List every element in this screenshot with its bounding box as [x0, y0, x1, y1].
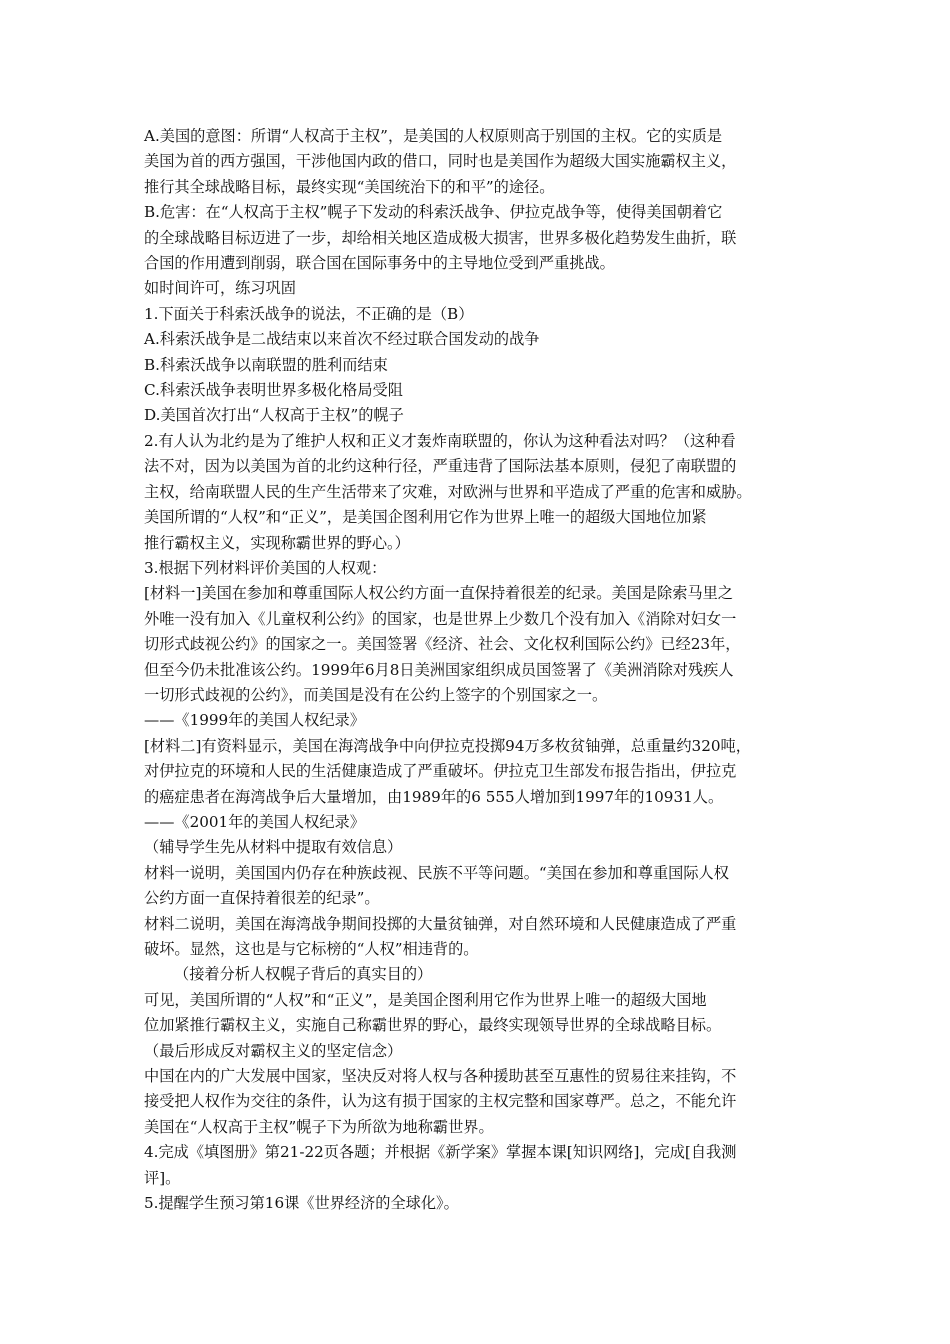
text-line: 一切形式歧视的公约》，而美国是没有在公约上签字的个别国家之一。	[144, 685, 608, 704]
text-line: 评]。	[144, 1168, 181, 1187]
text-line: 切形式歧视公约》的国家之一。美国签署《经济、社会、文化权利国际公约》已经23年，	[144, 635, 741, 654]
text-line: 可见，美国所谓的“人权”和“正义”，是美国企图利用它作为世界上唯一的超级大国地	[144, 990, 707, 1009]
source-citation: ——《1999年的美国人权纪录》	[144, 711, 365, 730]
text-line: 但至今仍未批准该公约。1999年6月8日美洲国家组织成员国签署了《美洲消除对残疾人	[144, 660, 734, 679]
material-1: [材料一]美国在参加和尊重国际人权公约方面一直保持着很差的纪录。美国是除索马里之	[144, 584, 733, 603]
teaching-note: （最后形成反对霸权主义的坚定信念）	[144, 1041, 403, 1060]
text-line: 推行霸权主义，实现称霸世界的野心。）	[144, 533, 410, 552]
text-line: 接受把人权作为交往的条件，认为这有损于国家的主权完整和国家尊严。总之，不能允许	[144, 1092, 737, 1111]
text-line: 材料二说明，美国在海湾战争期间投掷的大量贫铀弹，对自然环境和人民健康造成了严重	[144, 914, 737, 933]
text-line: 材料一说明，美国国内仍存在种族歧视、民族不平等问题。“美国在参加和尊重国际人权	[144, 863, 729, 882]
text-line: 对伊拉克的环境和人民的生活健康造成了严重破坏。伊拉克卫生部发布报告指出，伊拉克	[144, 762, 737, 781]
option-a: A.科索沃战争是二战结束以来首次不经过联合国发动的战争	[144, 330, 540, 349]
option-b: B.科索沃战争以南联盟的胜利而结束	[144, 355, 388, 374]
task-4: 4.完成《填图册》第21-22页各题；并根据《新学案》掌握本课[知识网络]，完成[自我测	[144, 1143, 737, 1162]
material-2: [材料二]有资料显示，美国在海湾战争中向伊拉克投掷94万多枚贫铀弹，总重量约320吨，	[144, 736, 751, 755]
text-line: B.危害：在“人权高于主权”幌子下发动的科索沃战争、伊拉克战争等，使得美国朝着它	[144, 203, 723, 222]
text-line: 美国在“人权高于主权”幌子下为所欲为地称霸世界。	[144, 1117, 494, 1136]
option-d: D.美国首次打出“人权高于主权”的幌子	[144, 406, 404, 425]
text-line: 的全球战略目标迈进了一步，却给相关地区造成极大损害，世界多极化趋势发生曲折，联	[144, 228, 737, 247]
text-line: 的癌症患者在海湾战争后大量增加，由1989年的6 555人增加到1997年的10931人。	[144, 787, 724, 806]
text-line: 位加紧推行霸权主义，实施自己称霸世界的野心，最终实现领导世界的全球战略目标。	[144, 1016, 722, 1035]
text-line: 公约方面一直保持着很差的纪录”。	[144, 889, 380, 908]
text-line: 推行其全球战略目标，最终实现“美国统治下的和平”的途径。	[144, 177, 555, 196]
text-line: 法不对，因为以美国为首的北约这种行径，严重违背了国际法基本原则，侵犯了南联盟的	[144, 457, 737, 476]
text-line: 如时间许可，练习巩固	[144, 279, 296, 298]
text-line: 破坏。显然，这也是与它标榜的“人权”相违背的。	[144, 940, 479, 958]
text-line: 主权，给南联盟人民的生产生活带来了灾难，对欧洲与世界和平造成了严重的危害和威胁。	[144, 482, 752, 501]
text-line: 美国所谓的“人权”和“正义”，是美国企图利用它作为世界上唯一的超级大国地位加紧	[144, 508, 707, 527]
text-line: A.美国的意图：所谓“人权高于主权”，是美国的人权原则高于别国的主权。它的实质是	[144, 127, 723, 145]
text-line: 美国为首的西方强国，干涉他国内政的借口，同时也是美国作为超级大国实施霸权主义，	[144, 152, 737, 171]
question-3: 3.根据下列材料评价美国的人权观：	[144, 558, 387, 577]
source-citation: ——《2001年的美国人权纪录》	[144, 812, 365, 831]
text-line: 合国的作用遭到削弱，联合国在国际事务中的主导地位受到严重挑战。	[144, 254, 615, 273]
question-1: 1.下面关于科索沃战争的说法，不正确的是（B）	[144, 304, 474, 323]
text-line: 中国在内的广大发展中国家，坚决反对将人权与各种援助甚至互惠性的贸易往来挂钩，不	[144, 1067, 737, 1086]
option-c: C.科索沃战争表明世界多极化格局受阻	[144, 381, 403, 400]
text-line: 外唯一没有加入《儿童权利公约》的国家，也是世界上少数几个没有加入《消除对妇女一	[144, 609, 737, 628]
question-2: 2.有人认为北约是为了维护人权和正义才轰炸南联盟的，你认为这种看法对吗？（这种看	[144, 431, 736, 450]
teaching-note: （辅导学生先从材料中提取有效信息）	[144, 838, 403, 857]
task-5: 5.提醒学生预习第16课《世界经济的全球化》。	[144, 1194, 459, 1213]
teaching-note: （接着分析人权幌子背后的真实目的）	[174, 965, 433, 984]
document-body	[144, 124, 814, 1216]
